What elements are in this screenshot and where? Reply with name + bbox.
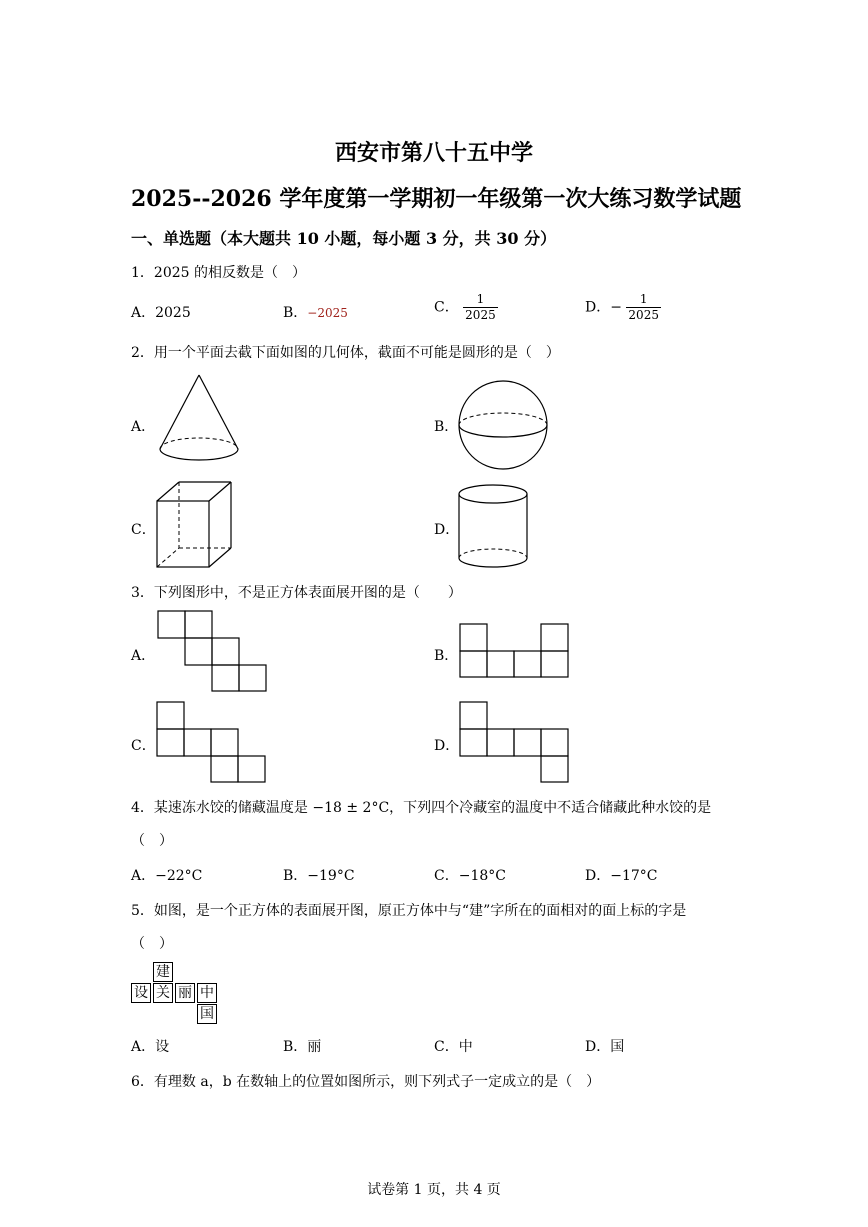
- question-2-stem: 2．用一个平面去截下面如图的几何体，截面不可能是圆形的是（ ）: [131, 345, 560, 361]
- q4-option-b: B．−19°C: [283, 868, 355, 884]
- q2-option-a: A．: [131, 419, 156, 435]
- q4-option-c: C．−18°C: [434, 868, 506, 884]
- q2-option-c: C．: [131, 522, 156, 538]
- net-cell: 建: [153, 962, 173, 982]
- question-3-stem: 3．下列图形中，不是正方体表面展开图的是（ ）: [131, 585, 462, 601]
- net-cell: 丽: [175, 983, 195, 1003]
- page-footer: 试卷第 1 页，共 4 页: [367, 1182, 501, 1198]
- net-cell: 中: [197, 983, 217, 1003]
- fraction-numerator: 1: [626, 292, 661, 308]
- q1-option-d-fraction: [626, 292, 661, 323]
- q1-option-c-label: C．: [434, 299, 459, 316]
- exam-title: 2025--2026 学年度第一学期初一年级第一次大练习数学试题: [131, 186, 742, 212]
- net-a-figure: [157, 610, 269, 692]
- q1-option-c: [434, 292, 498, 323]
- section-heading: 一、单选题（本大题共 10 小题，每小题 3 分，共 30 分）: [131, 229, 557, 248]
- cone-figure: [155, 372, 245, 472]
- q2-option-d: D．: [434, 522, 460, 538]
- q1-option-b-label: B．: [283, 305, 308, 321]
- fraction-numerator: 1: [463, 292, 498, 308]
- q1-option-a: A．2025: [131, 305, 191, 321]
- q2-option-b: B．: [434, 419, 459, 435]
- q4-option-d: D．−17°C: [585, 868, 658, 884]
- q1-option-d-label: D．−: [585, 299, 622, 316]
- q1-option-b: [283, 302, 348, 322]
- fraction-denominator: 2025: [628, 308, 659, 322]
- question-4-stem: 4．某速冻水饺的储藏温度是 −18 ± 2°C，下列四个冷藏室的温度中不适合储藏此种水饺的是: [131, 800, 712, 816]
- net-d-figure: [459, 701, 571, 783]
- fraction-denominator: 2025: [465, 308, 496, 322]
- question-4-paren: （ ）: [131, 833, 173, 849]
- net-cell: 关: [153, 983, 173, 1003]
- net-b-figure: [459, 623, 571, 679]
- q1-option-c-fraction: [463, 292, 498, 323]
- q4-option-a: A．−22°C: [131, 868, 203, 884]
- sphere-figure: [456, 380, 552, 472]
- q1-option-d: [585, 292, 661, 323]
- question-5-stem: 5．如图，是一个正方体的表面展开图，原正方体中与“建”字所在的面相对的面上标的字是: [131, 903, 687, 919]
- q5-option-a: A．设: [131, 1039, 170, 1055]
- school-title: 西安市第八十五中学: [334, 140, 533, 166]
- q3-option-b: B．: [434, 648, 459, 664]
- question-1-stem: 1．2025 的相反数是（ ）: [131, 265, 306, 281]
- q5-option-b: B．丽: [283, 1039, 322, 1055]
- cuboid-figure: [154, 479, 236, 571]
- question-6-stem: 6．有理数 a，b 在数轴上的位置如图所示，则下列式子一定成立的是（ ）: [131, 1074, 601, 1090]
- q5-option-d: D．国: [585, 1039, 625, 1055]
- cylinder-figure: [456, 482, 532, 574]
- q3-option-c: C．: [131, 738, 156, 754]
- net-c-figure: [156, 701, 268, 783]
- q3-option-a: A．: [131, 648, 156, 664]
- q1-option-b-value: −2025: [307, 306, 348, 320]
- net-cell: 设: [131, 983, 151, 1003]
- q5-option-c: C．中: [434, 1039, 473, 1055]
- q3-option-d: D．: [434, 738, 460, 754]
- question-5-paren: （ ）: [131, 936, 173, 952]
- net-cell: 国: [197, 1004, 217, 1024]
